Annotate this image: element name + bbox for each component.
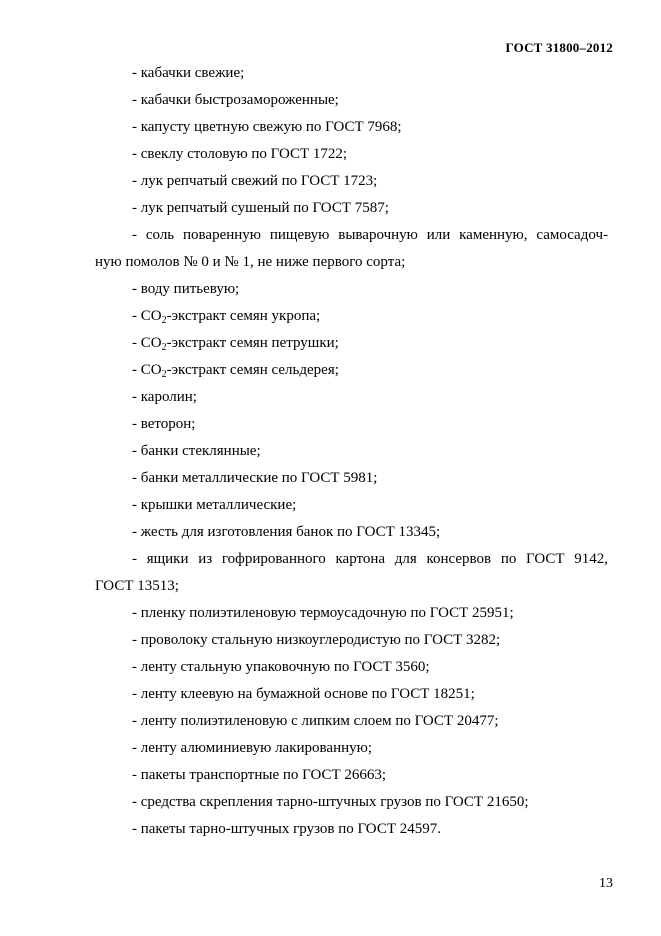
co2-subscript: 2 bbox=[161, 315, 167, 326]
page-number: 13 bbox=[599, 876, 613, 891]
list-item: - ленту полиэтиленовую с липким слоем по ГОСТ 20477; bbox=[132, 713, 499, 729]
list-item: - воду питьевую; bbox=[132, 281, 240, 297]
co2-subscript: 2 bbox=[161, 342, 167, 353]
list-item: - веторон; bbox=[132, 416, 196, 432]
document-code-header: ГОСТ 31800–2012 bbox=[505, 40, 613, 55]
list-item: - кабачки быстрозамороженные; bbox=[132, 92, 339, 108]
list-item: - банки металлические по ГОСТ 5981; bbox=[132, 470, 378, 486]
list-item-text: -экстракт семян петрушки; bbox=[166, 335, 339, 351]
list-item-text: -экстракт семян укропа; bbox=[166, 308, 321, 324]
list-item: - свеклу столовую по ГОСТ 1722; bbox=[132, 146, 348, 162]
list-item-line: - ящики из гофрированного картона для консервов по ГОСТ 9142, bbox=[132, 551, 608, 567]
list-item-text: -экстракт семян сельдерея; bbox=[166, 362, 339, 378]
co2-prefix: - CO bbox=[132, 308, 162, 324]
list-item-line: ную помолов № 0 и № 1, не ниже первого сорта; bbox=[95, 254, 406, 270]
list-item: - крышки металлические; bbox=[132, 497, 297, 513]
list-item bbox=[95, 357, 608, 384]
list-item: - лук репчатый сушеный по ГОСТ 7587; bbox=[132, 200, 389, 216]
list-item: - ленту клеевую на бумажной основе по ГОСТ 18251; bbox=[132, 686, 475, 702]
list-item: - проволоку стальную низкоуглеродистую по ГОСТ 3282; bbox=[132, 632, 501, 648]
list-item: - лук репчатый свежий по ГОСТ 1723; bbox=[132, 173, 378, 189]
list-item: - банки стеклянные; bbox=[132, 443, 261, 459]
list-item: - средства скрепления тарно-штучных грузов по ГОСТ 21650; bbox=[132, 794, 529, 810]
list-item: - жесть для изготовления банок по ГОСТ 13345; bbox=[132, 524, 441, 540]
list-item bbox=[95, 546, 608, 600]
list-item: - ленту стальную упаковочную по ГОСТ 3560; bbox=[132, 659, 430, 675]
list-item bbox=[95, 303, 608, 330]
list-item: - кабачки свежие; bbox=[132, 65, 245, 81]
materials-list bbox=[95, 60, 608, 843]
co2-subscript: 2 bbox=[161, 369, 167, 380]
list-item bbox=[95, 330, 608, 357]
list-item-line: ГОСТ 13513; bbox=[95, 578, 179, 594]
list-item: - каролин; bbox=[132, 389, 197, 405]
list-item-line: - соль поваренную пищевую выварочную или каменную, самосадоч- bbox=[132, 227, 608, 243]
list-item: - капусту цветную свежую по ГОСТ 7968; bbox=[132, 119, 402, 135]
list-item: - пакеты транспортные по ГОСТ 26663; bbox=[132, 767, 387, 783]
list-item: - пленку полиэтиленовую термоусадочную по ГОСТ 25951; bbox=[132, 605, 514, 621]
co2-prefix: - CO bbox=[132, 362, 162, 378]
list-item: - ленту алюминиевую лакированную; bbox=[132, 740, 372, 756]
list-item: - пакеты тарно-штучных грузов по ГОСТ 24597. bbox=[132, 821, 441, 837]
list-item bbox=[95, 222, 608, 276]
co2-prefix: - CO bbox=[132, 335, 162, 351]
